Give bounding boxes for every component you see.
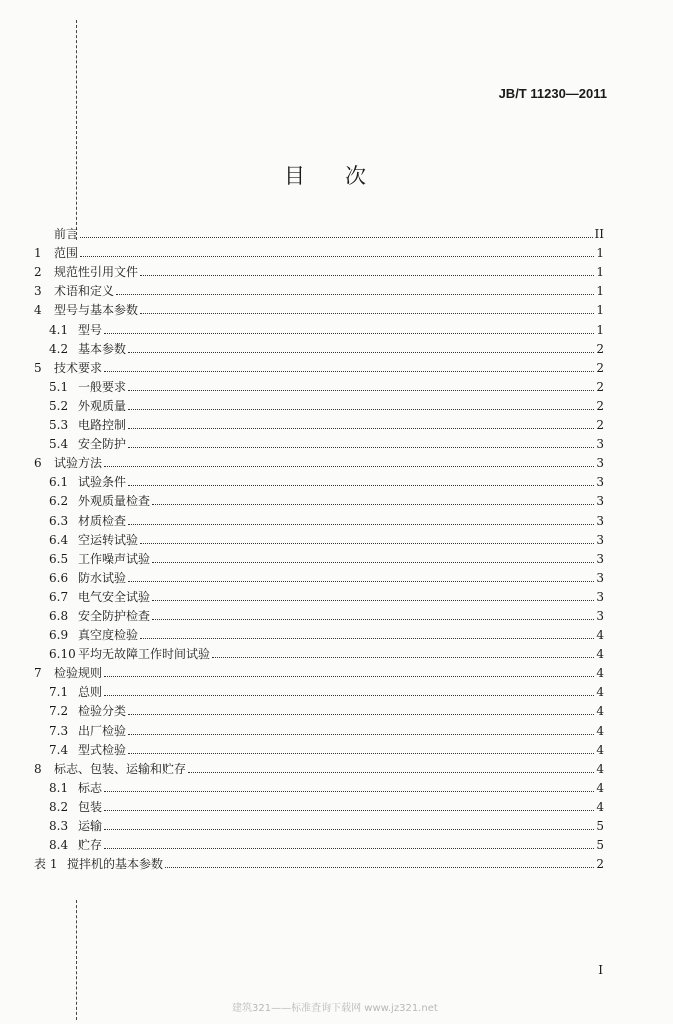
toc-entry-page: 2	[596, 341, 604, 356]
toc-leader-dots	[152, 600, 594, 601]
toc-entry-number: 6.1	[49, 475, 69, 490]
toc-leader-dots	[104, 333, 594, 334]
toc-entry[interactable]	[34, 470, 604, 489]
toc-entry-page: 3	[596, 589, 604, 604]
toc-entry-number: 5.1	[49, 379, 69, 394]
toc-entry[interactable]	[34, 279, 604, 298]
toc-leader-dots	[128, 390, 594, 391]
toc-leader-dots	[140, 313, 594, 314]
toc-leader-dots	[140, 275, 594, 276]
toc-entry-title: 空运转试验	[78, 532, 139, 547]
toc-entry-page: 2	[596, 418, 604, 433]
toc-entry-title: 标志、包装、运输和贮存	[54, 761, 187, 776]
toc-entry[interactable]	[34, 356, 604, 375]
toc-leader-dots	[128, 581, 594, 582]
toc-entry-number: 6.4	[49, 532, 69, 547]
toc-entry-page: 3	[596, 513, 604, 528]
toc-entry-page: 5	[596, 838, 604, 853]
toc-entry-page: 1	[596, 322, 604, 337]
toc-entry-number: 3	[34, 284, 42, 299]
toc-entry[interactable]	[34, 623, 604, 642]
toc-entry[interactable]	[34, 394, 604, 413]
toc-entry[interactable]	[34, 547, 604, 566]
toc-entry-title: 范围	[54, 246, 79, 261]
toc-leader-dots	[104, 371, 594, 372]
toc-entry[interactable]	[34, 642, 604, 661]
toc-entry-title: 运输	[78, 819, 103, 833]
toc-leader-dots	[104, 791, 594, 792]
toc-leader-dots	[152, 619, 594, 620]
toc-entry[interactable]	[34, 738, 604, 757]
toc-leader-dots	[104, 848, 594, 849]
toc-entry-title: 型号	[78, 322, 103, 337]
toc-entry-number: 5.4	[49, 437, 69, 452]
toc-entry-title: 型号与基本参数	[54, 303, 139, 318]
toc-entry[interactable]	[34, 795, 604, 814]
binding-line-upper	[76, 20, 77, 240]
toc-entry-page: 4	[596, 742, 604, 757]
toc-leader-dots	[128, 734, 594, 735]
toc-entry-page: 4	[596, 761, 604, 776]
toc-entry[interactable]	[34, 375, 604, 394]
toc-entry-page: 4	[596, 685, 604, 700]
toc-leader-dots	[128, 485, 594, 486]
toc-leader-dots	[116, 294, 594, 295]
toc-entry-number: 5.2	[49, 398, 69, 413]
toc-entry-number: 6.8	[49, 608, 69, 623]
toc-entry-number: 表 1	[34, 857, 58, 872]
toc-entry[interactable]	[34, 337, 604, 356]
toc-entry-title: 安全防护	[78, 437, 127, 452]
toc-entry-title: 规范性引用文件	[54, 265, 139, 280]
toc-entry-number: 6.7	[49, 589, 69, 604]
table-of-contents	[34, 222, 604, 871]
toc-entry-page: 4	[596, 780, 604, 795]
toc-leader-dots	[140, 543, 594, 544]
toc-entry-title: 试验方法	[54, 456, 103, 471]
toc-entry-number: 6.2	[49, 494, 69, 509]
toc-entry-page: 3	[596, 456, 604, 471]
toc-entry-page: 2	[596, 398, 604, 413]
toc-entry[interactable]	[34, 451, 604, 470]
toc-entry[interactable]	[34, 699, 604, 718]
toc-entry[interactable]	[34, 757, 604, 776]
toc-entry-page: 3	[596, 570, 604, 585]
toc-entry-title: 真空度检验	[78, 628, 139, 643]
toc-entry-number: 7	[34, 666, 42, 681]
toc-leader-dots	[104, 676, 594, 677]
toc-entry-title: 平均无故障工作时间试验	[78, 647, 211, 662]
toc-entry-page: 2	[596, 857, 604, 872]
toc-entry-number: 4	[34, 303, 42, 318]
toc-entry-title: 出厂检验	[78, 723, 127, 738]
toc-entry-page: 4	[596, 647, 604, 662]
toc-leader-dots	[128, 524, 594, 525]
toc-entry-title: 防水试验	[78, 570, 127, 585]
toc-entry-title: 材质检查	[78, 513, 127, 528]
toc-entry-page: 3	[596, 475, 604, 490]
toc-entry-page: 2	[596, 360, 604, 375]
toc-leader-dots	[104, 829, 594, 830]
toc-entry-number: 8.2	[49, 799, 69, 814]
toc-entry-title: 搅拌机的基本参数	[67, 857, 164, 872]
toc-entry-page: 4	[596, 723, 604, 738]
toc-entry-number: 8.3	[49, 819, 69, 833]
toc-entry[interactable]	[34, 833, 604, 852]
toc-entry[interactable]	[34, 317, 604, 336]
toc-leader-dots	[165, 867, 594, 868]
toc-leader-dots	[104, 466, 594, 467]
toc-entry-page: 4	[596, 666, 604, 681]
toc-entry[interactable]	[34, 222, 604, 241]
toc-leader-dots	[128, 753, 594, 754]
toc-entry[interactable]	[34, 260, 604, 279]
toc-entry[interactable]	[34, 413, 604, 432]
toc-entry[interactable]	[34, 489, 604, 508]
toc-entry-title: 型式检验	[78, 742, 127, 757]
toc-entry[interactable]	[34, 298, 604, 317]
toc-entry-page: 3	[596, 494, 604, 509]
toc-leader-dots	[188, 772, 594, 773]
toc-entry-title: 前言	[54, 227, 79, 242]
toc-leader-dots	[152, 504, 594, 505]
toc-entry-page: II	[594, 227, 604, 242]
toc-entry-number: 1	[34, 246, 42, 261]
toc-leader-dots	[212, 657, 594, 658]
toc-entry-number: 8	[34, 761, 42, 776]
toc-entry-title: 外观质量	[78, 398, 127, 413]
toc-entry-title: 贮存	[78, 838, 103, 853]
toc-entry-page: 5	[596, 819, 604, 833]
toc-entry-number: 2	[34, 265, 42, 280]
toc-leader-dots	[128, 447, 594, 448]
toc-entry-number: 6.10	[49, 647, 76, 662]
toc-entry-number: 6.5	[49, 551, 69, 566]
toc-entry-number: 4.2	[49, 341, 69, 356]
toc-entry-page: 2	[596, 379, 604, 394]
toc-entry-page: 4	[596, 704, 604, 719]
toc-entry-title: 工作噪声试验	[78, 551, 151, 566]
toc-leader-dots	[104, 695, 594, 696]
toc-leader-dots	[152, 562, 594, 563]
toc-leader-dots	[104, 810, 594, 811]
toc-entry-page: 1	[596, 284, 604, 299]
toc-entry[interactable]	[34, 585, 604, 604]
toc-entry-page: 1	[596, 265, 604, 280]
toc-entry[interactable]	[34, 432, 604, 451]
toc-entry-number: 8.4	[49, 838, 69, 853]
toc-entry-title: 电路控制	[78, 418, 127, 433]
toc-entry[interactable]	[34, 680, 604, 699]
binding-line-lower	[76, 900, 77, 1020]
toc-leader-dots	[128, 428, 594, 429]
toc-entry-page: 1	[596, 303, 604, 318]
toc-leader-dots	[140, 638, 594, 639]
toc-entry-title: 外观质量检查	[78, 494, 151, 509]
toc-entry-title: 基本参数	[78, 341, 127, 356]
toc-entry-title: 包装	[78, 799, 103, 814]
toc-entry[interactable]	[34, 718, 604, 737]
toc-entry-page: 4	[596, 799, 604, 814]
toc-entry-title: 安全防护检查	[78, 608, 151, 623]
toc-entry-number: 4.1	[49, 322, 69, 337]
toc-entry-number: 5	[34, 360, 42, 375]
toc-entry-number: 7.1	[49, 685, 69, 700]
toc-entry-title: 技术要求	[54, 360, 103, 375]
toc-entry[interactable]	[34, 528, 604, 547]
toc-entry-title: 检验规则	[54, 666, 103, 681]
toc-entry[interactable]	[34, 241, 604, 260]
toc-entry-number: 8.1	[49, 780, 69, 795]
toc-entry-number: 6.9	[49, 628, 69, 643]
toc-leader-dots	[80, 256, 594, 257]
toc-entry[interactable]	[34, 604, 604, 623]
toc-entry-title: 试验条件	[78, 475, 127, 490]
toc-entry-page: 3	[596, 437, 604, 452]
toc-leader-dots	[128, 409, 594, 410]
toc-leader-dots	[128, 714, 594, 715]
toc-entry-title: 一般要求	[78, 379, 127, 394]
toc-entry-page: 3	[596, 551, 604, 566]
toc-entry-page: 1	[596, 246, 604, 261]
toc-entry-number: 6.3	[49, 513, 69, 528]
toc-entry-page: 3	[596, 532, 604, 547]
toc-entry[interactable]	[34, 661, 604, 680]
toc-entry[interactable]	[34, 776, 604, 795]
toc-leader-dots	[80, 237, 593, 238]
toc-entry-number: 6	[34, 456, 42, 471]
toc-entry-title: 标志	[78, 780, 103, 795]
toc-entry-title: 检验分类	[78, 704, 127, 719]
document-code: JB/T 11230—2011	[498, 86, 607, 101]
toc-entry-number: 7.2	[49, 704, 69, 719]
toc-entry-title: 总则	[78, 685, 103, 700]
toc-entry[interactable]	[34, 852, 604, 871]
toc-entry-page: 4	[596, 628, 604, 643]
toc-entry-title: 电气安全试验	[78, 589, 151, 604]
toc-entry-number: 7.3	[49, 723, 69, 738]
toc-entry-number: 7.4	[49, 742, 69, 757]
page-number: I	[598, 963, 603, 977]
toc-entry-number: 6.6	[49, 570, 69, 585]
toc-entry-number: 5.3	[49, 418, 69, 433]
toc-heading: 目次	[284, 164, 406, 188]
toc-entry[interactable]	[34, 566, 604, 585]
toc-entry-title: 术语和定义	[54, 284, 115, 299]
toc-entry[interactable]	[34, 508, 604, 527]
toc-entry[interactable]	[34, 814, 604, 833]
toc-leader-dots	[128, 352, 594, 353]
toc-entry-page: 3	[596, 608, 604, 623]
watermark-text: 建筑321——标准査询下载网 www.jz321.net	[232, 1003, 438, 1014]
